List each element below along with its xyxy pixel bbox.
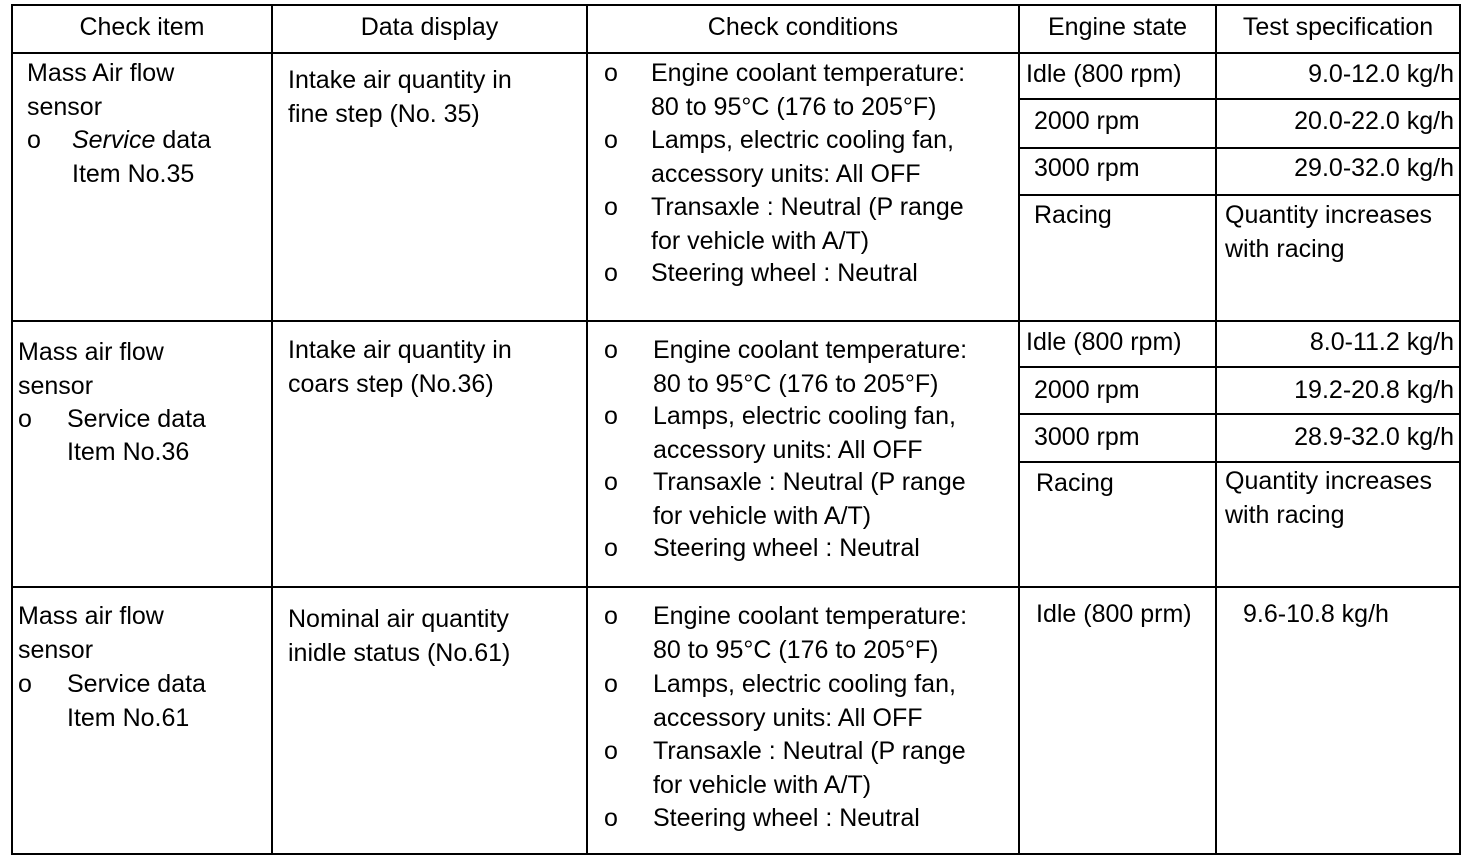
rule-r2-s1 [1020, 366, 1461, 368]
row2-cond3-bullet: o [604, 468, 618, 496]
row3-cond1-line2: 80 to 95°C (176 to 205°F) [653, 635, 939, 664]
header-check-conditions: Check conditions [707, 13, 899, 41]
row2-cond1 [653, 334, 967, 401]
header-check-item: Check item [79, 13, 205, 41]
row3-cond4-line1: Steering wheel : Neutral [653, 804, 920, 832]
row1-state3: 3000 rpm [1034, 154, 1140, 182]
row1-cond1-bullet: o [604, 59, 618, 87]
rule-row1-bottom [11, 320, 1461, 322]
row2-cond2 [653, 400, 956, 467]
row2-check-bullet: o [18, 405, 32, 433]
row1-cond2-line2: accessory units: All OFF [651, 159, 921, 188]
row3-display-line2: inidle status (No.61) [288, 638, 511, 667]
row3-data-display [288, 603, 510, 670]
row1-cond1-line2: 80 to 95°C (176 to 205°F) [651, 92, 937, 121]
row3-check-bullet: o [18, 670, 32, 698]
row2-cond3-line1: Transaxle : Neutral (P range [653, 468, 966, 496]
rule-r1-s2 [1020, 147, 1461, 149]
row2-cond4-bullet: o [604, 534, 618, 562]
row1-cond1-line1: Engine coolant temperature: [651, 59, 966, 87]
row1-cond3-bullet: o [604, 193, 618, 221]
row1-state1: Idle (800 rpm) [1026, 60, 1182, 88]
row2-cond4 [653, 532, 920, 566]
row1-spec3: 29.0-32.0 kg/h [1294, 154, 1454, 182]
header-data-display: Data display [360, 13, 499, 41]
row2-cond4-line1: Steering wheel : Neutral [653, 534, 920, 562]
row1-spec4-line1: Quantity increases [1225, 201, 1433, 229]
row1-display-line2: fine step (No. 35) [288, 99, 480, 128]
row1-state4: Racing [1034, 201, 1112, 229]
row1-check-line2: sensor [27, 92, 103, 121]
row1-item-number: Item No.35 [72, 160, 195, 188]
row1-check-line1: Mass Air flow [27, 59, 175, 87]
row2-spec4-line1: Quantity increases [1225, 467, 1433, 495]
rule-r1-s3 [1020, 194, 1461, 196]
row2-state2: 2000 rpm [1034, 376, 1140, 404]
row1-service-rest: data [155, 126, 211, 154]
row1-spec1: 9.0-12.0 kg/h [1308, 60, 1454, 88]
row1-check-item [27, 57, 174, 124]
row3-cond1 [653, 600, 967, 667]
row2-cond3 [653, 466, 966, 533]
row3-cond4 [653, 802, 920, 836]
rule-r2-s3 [1020, 461, 1461, 463]
row3-cond1-line1: Engine coolant temperature: [653, 602, 968, 630]
row3-cond3-line1: Transaxle : Neutral (P range [653, 737, 966, 765]
header-test-specification: Test specification [1242, 13, 1434, 41]
rule-col2 [271, 4, 273, 855]
row2-state3: 3000 rpm [1034, 423, 1140, 451]
row3-cond3-line2: for vehicle with A/T) [653, 770, 872, 799]
row1-cond4-line1: Steering wheel : Neutral [651, 259, 918, 287]
row2-spec1: 8.0-11.2 kg/h [1309, 328, 1454, 356]
row2-cond2-line2: accessory units: All OFF [653, 435, 923, 464]
row1-cond3-line1: Transaxle : Neutral (P range [651, 193, 964, 221]
row3-cond2-line1: Lamps, electric cooling fan, [653, 670, 956, 698]
rule-r2-s2 [1020, 413, 1461, 415]
row2-display-line1: Intake air quantity in [288, 336, 512, 364]
header-engine-state: Engine state [1048, 13, 1187, 41]
row3-check-line2: sensor [18, 635, 94, 664]
row2-cond1-line2: 80 to 95°C (176 to 205°F) [653, 369, 939, 398]
row1-cond2 [651, 124, 954, 191]
rule-r1-s1 [1020, 98, 1461, 100]
row2-check-line2: sensor [18, 371, 94, 400]
rule-row2-bottom [11, 586, 1461, 588]
row3-state1: Idle (800 prm) [1036, 600, 1192, 628]
row2-cond2-bullet: o [604, 402, 618, 430]
row2-item-number: Item No.36 [67, 438, 190, 466]
row3-cond3-bullet: o [604, 737, 618, 765]
rule-right [1459, 4, 1461, 855]
row1-check-bullet: o [27, 126, 41, 154]
row2-display-line2: coars step (No.36) [288, 369, 494, 398]
row1-cond1 [651, 57, 965, 124]
row2-service-data: Service data [67, 405, 206, 433]
row1-cond3 [651, 191, 964, 258]
row3-cond2-line2: accessory units: All OFF [653, 703, 923, 732]
row3-cond3 [653, 735, 966, 802]
row1-cond4 [651, 257, 918, 291]
rule-col3 [586, 4, 588, 855]
row1-spec4-line2: with racing [1225, 234, 1345, 263]
row1-service-word: Service [72, 126, 156, 154]
row3-cond4-bullet: o [604, 804, 618, 832]
row1-spec4 [1225, 199, 1432, 266]
row2-cond1-bullet: o [604, 336, 618, 364]
row2-state4: Racing [1036, 469, 1114, 497]
rule-left [11, 4, 13, 855]
row1-cond2-line1: Lamps, electric cooling fan, [651, 126, 954, 154]
row2-data-display [288, 334, 512, 401]
row2-spec2: 19.2-20.8 kg/h [1294, 376, 1454, 404]
row1-cond4-bullet: o [604, 259, 618, 287]
row3-spec1: 9.6-10.8 kg/h [1243, 600, 1389, 628]
row1-cond2-bullet: o [604, 126, 618, 154]
row3-cond2 [653, 668, 956, 735]
row3-check-line1: Mass air flow [18, 602, 164, 630]
row1-cond3-line2: for vehicle with A/T) [651, 226, 870, 255]
row3-check-item [18, 600, 164, 667]
row2-spec3: 28.9-32.0 kg/h [1294, 423, 1454, 451]
row2-cond3-line2: for vehicle with A/T) [653, 501, 872, 530]
row3-cond1-bullet: o [604, 602, 618, 630]
row1-data-display [288, 64, 512, 131]
rule-bottom [11, 853, 1461, 855]
row2-check-item [18, 336, 164, 403]
rule-col4 [1018, 4, 1020, 855]
row3-display-line1: Nominal air quantity [288, 605, 509, 633]
row2-check-line1: Mass air flow [18, 338, 164, 366]
row3-service-data: Service data [67, 670, 206, 698]
row3-cond2-bullet: o [604, 670, 618, 698]
rule-header-bottom [11, 52, 1461, 54]
row1-state2: 2000 rpm [1034, 107, 1140, 135]
row2-spec4-line2: with racing [1225, 500, 1345, 529]
row1-display-line1: Intake air quantity in [288, 66, 512, 94]
row2-cond1-line1: Engine coolant temperature: [653, 336, 968, 364]
rule-top [11, 4, 1461, 6]
row2-state1: Idle (800 rpm) [1026, 328, 1182, 356]
row3-item-number: Item No.61 [67, 704, 190, 732]
row2-cond2-line1: Lamps, electric cooling fan, [653, 402, 956, 430]
row2-spec4 [1225, 465, 1432, 532]
row1-service-data [72, 124, 211, 158]
row1-spec2: 20.0-22.0 kg/h [1294, 107, 1454, 135]
